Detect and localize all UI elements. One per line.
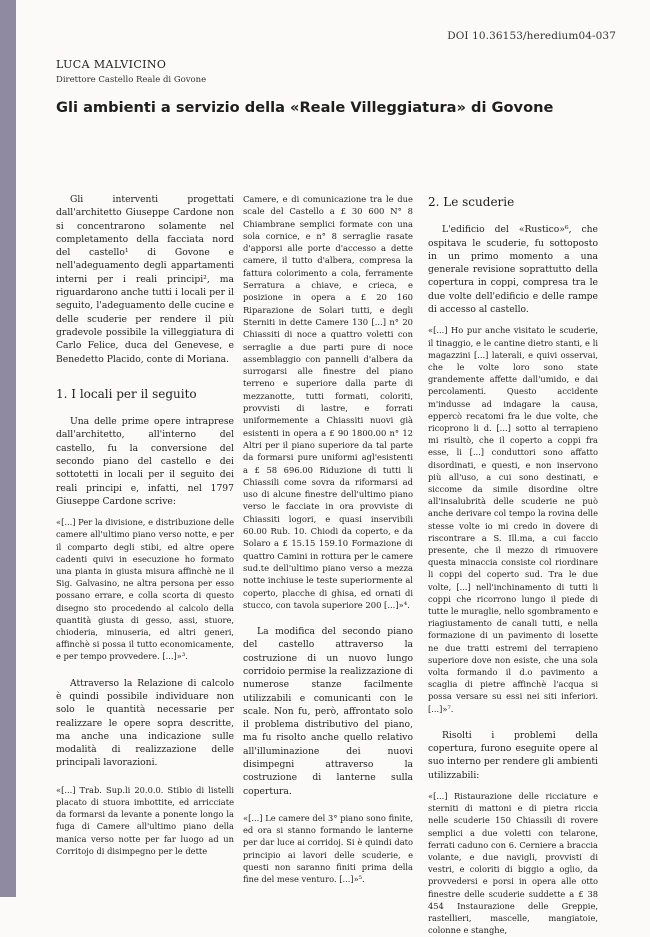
article-title: Gli ambienti a servizio della «Reale Villeggiatura» di Govone xyxy=(56,99,554,116)
intro-paragraph: Gli interventi progettati dall'architetto Giuseppe Cardone non si concentrarono solamente nel completamento della facciata nord del castello¹ di Govone e nell'adeguamento degli appartamenti interni per i reali principi², ma riguardarono anche tutti i locali per il seguito, l'adeguamento delle cucine e delle scuderie per rendere il più gradevole possibile la villeggiatura di Carlo Felice, duca del Genevese, e Benedetto Placido, conte di Moriana. xyxy=(56,194,234,365)
doi: DOI 10.36153/heredium04-037 xyxy=(447,30,616,42)
cost-list: Camere, e di comunicazione tra le due scale del Castello a £ 30 600 N° 8 Chiambrane semplici formate con una sola cornice, e n° 8 serraglie rasate d'apporsi alle porte d'accesso a dette camere, il tutto d'albera, compresa la fattura colorimento a cola, ferramente Serratura a chiave, e crieca, e posizione in opera a £ 20 160 Riparazione de Solari tutti, e degli Sterniti in dette Camere 130 [...] n° 20 Chiassiti di noce a quattro voletti con serraglie a due parti pure di noce assemblaggio con pannelli d'albera da surrogarsi alle finestre del piano terreno e superiore dalla parte di mezzanotte, tutti formati, coloriti, provvisti di lastre, e forrati uniformemente a Chiassiti nuovi già esistenti in opera a £ 90 1800.00 n° 12 Altri per il piano superiore da tal parte da formarsi pure uniformi agl'esistenti a £ 58 696.00 Riduzione di tutti li Chiassili come sovra da riformarsi ad uso di alcune finestre dell'ultimo piano verso le facciate in ora provviste di Chiassiti logori, e quasi inservibili 60.00 Rub. 10. Chiodi da coperto, e da Solaro a £ 15.15 159.10 Formazione di quattro Camini in rottura per le camere sud.te dell'ultimo piano verso a mezza notte inchiuse le teste superiormente al coperto, placche di ghisa, ed ornati di stucco, con tavola superiore 200 [...]»⁴. xyxy=(243,194,413,610)
author-role: Direttore Castello Reale di Govone xyxy=(56,75,207,85)
block-quote: «[...] Ristaurazione delle ricciature e sterniti di mattoni e di pietra riccia nelle scuderie 150 Chiassili di rovere semplici a due voletti con telarone, ferrati caduno con 6. Cerniere a braccia volante, e due navigli, provvisti di vestri, e coloriti di biggio a oglio, da provvedersi e porsi in opera alle otto finestre delle scuderie suddette a £ 38 454 Instaurazione delle Greppie, rastellieri, mascelle, mangiatoie, colonne e stanghe, xyxy=(428,791,598,936)
paragraph: Risolti i problemi della copertura, furono eseguite opere al suo interno per rendere gli ambienti utilizzabili: xyxy=(428,729,598,781)
paragraph: La modifica del secondo piano del castello attraverso la costruzione di un nuovo lungo corridoio permise la realizzazione di numerose stanze facilmente utilizzabili e comunicanti con le scale. Non fu, però, affrontato solo il problema distributivo del piano, ma fu risolto anche quello relativo all'illuminazione dei nuovi disimpegni attraverso la costruzione di lanterne sulla copertura. xyxy=(243,626,413,797)
paragraph: Attraverso la Relazione di calcolo è quindi possibile individuare non solo le quantità necessarie per realizzare le opere sopra descritte, ma anche una indicazione sulle modalità di realizzazione delle principali lavorazioni. xyxy=(56,677,234,769)
paragraph: L'edificio del «Rustico»⁶, che ospitava le scuderie, fu sottoposto in un primo momento a una generale revisione soprattutto della copertura in coppi, compresa tra le due volte dell'edificio e delle rampe di accesso al castello. xyxy=(428,224,598,316)
section-2-heading: 2. Le scuderie xyxy=(428,195,515,209)
side-color-bar xyxy=(0,0,16,897)
block-quote: «[...] Per la divisione, e distribuzione delle camere all'ultimo piano verso notte, e per il comparto degli stibi, ed altre opere cadenti quivi in esecuzione ho formato una pianta in giusta misura affinchè ne il Sig. Galvasino, ne altra persona per esso possano errare, e colla scorta di questo disegno sto procedendo al calcolo della quantità giusta di gesso, assi, stuore, chioderia, minuseria, ed altri generi, affinchè si possa il tutto economicamente, e per tempo provvedere. [...]»³. xyxy=(56,517,234,662)
paragraph: Una delle prime opere intraprese dall'architetto, all'interno del castello, fu la conversione del secondo piano del castello e dei sottotetti in locali per il seguito dei reali principi e, infatti, nel 1797 Giuseppe Cardone scrive: xyxy=(56,416,234,507)
block-quote: «[...] Le camere del 3° piano sono finite, ed ora si stanno formando le lanterne per dar luce ai corridoj. Si è quindi dato principio ai lavori delle scuderie, e questi non saranno finiti prima della fine del mese venturo. [...]»⁵. xyxy=(243,812,413,884)
column-3 xyxy=(428,193,598,937)
section-1-heading: 1. I locali per il seguito xyxy=(56,386,197,401)
column-1 xyxy=(56,193,234,857)
column-2 xyxy=(243,193,413,885)
block-quote: «[...] Ho pur anche visitato le scuderie, il tinaggio, e le cantine dietro stanti, e li magazzini [...] laterali, e quivi osservai, che le volte loro sono state grandemente affette dall'umido, e dai percolamenti. Questo accidente m'indusse ad indagare la causa, eppercò recatomi fra le due volte, che ricoprono li d. [...] sotto al terrapieno mi risultò, che il coperto a coppi fra esse, li [...] conduttori sono affatto disordinati, e questi, e non inservono più all'uso, a cui sono destinati, e siccome da simile disordine oltre all'insalubrità delle scuderie ne può anche derivare col tempo la rovina delle stesse volte io mi credo in dovere di riscontrare a S. Ill.ma, a cui faccio presente, che il mezzo di rimuovere questa minaccia consiste col riordinare li coppi del coperto sud. Tra le due volte, [...] nell'inchinamento di tutti li coppi che ricorrono lungo il piede di tutte le muraglie, nello sgombramento e riagiustamento de canali tutti, e nella formazione di un pavimento di losette ne due tratti estremi del terrapieno superiore dove non esiste, che una sola volta formando il d.o pavimento a scaglia di pietre affinchè l'acqua si possa versare su essi nei siti inferiori. [...]»⁷. xyxy=(428,325,598,714)
block-quote: «[...] Trab. Sup.li 20.0.0. Stibio di listelli placato di stuora imbottite, ed arricciate da formarsi da levante a ponente longo la fuga di Camere all'ultimo piano della manica verso notte per far luogo ad un Corritojo di disimpegno per le dette xyxy=(56,784,234,856)
author-name: LUCA MALVICINO xyxy=(56,58,167,71)
